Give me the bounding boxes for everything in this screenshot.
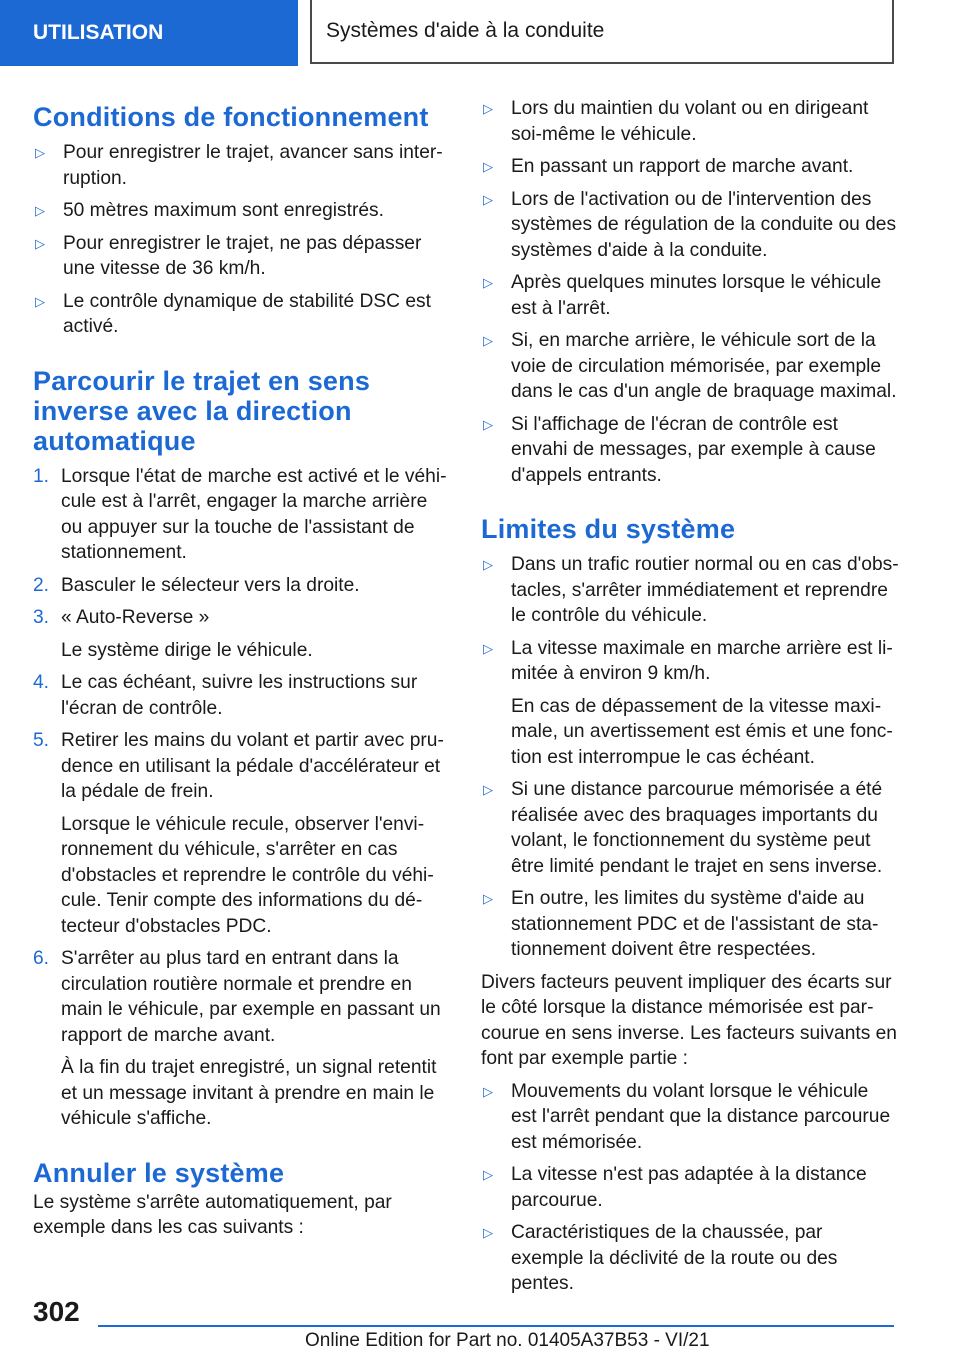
triangle-bullet-icon: ▷ (483, 1225, 493, 1240)
triangle-bullet-icon: ▷ (483, 640, 493, 656)
step-number: 5. (33, 730, 50, 751)
cancel-intro: Le système s'arrête automatiquement, par exemple dans les cas suivants : (33, 1191, 392, 1238)
triangle-bullet-icon: ▷ (35, 145, 45, 160)
list-item: ▷ Après quelques minutes lorsque le véhicule est à l'arrêt. (481, 270, 899, 321)
triangle-bullet-icon: ▷ (483, 275, 493, 290)
list-item: ▷ En passant un rapport de marche avant. (481, 154, 899, 180)
triangle-bullet-icon: ▷ (483, 191, 493, 207)
footer-divider (98, 1325, 894, 1327)
step-number: 1. (33, 465, 50, 487)
page-number: 302 (33, 1296, 80, 1327)
section-tab (0, 0, 298, 66)
triangle-bullet-icon: ▷ (483, 782, 493, 797)
factors-list (481, 1079, 899, 1297)
list-item: 5. Retirer les mains du volant et partir avec prudence en utilisant la pédale d'accélérateur et la pédale de frein. Lorsque le véhicule recule, observer l'environnement du véhicule, s'arrêter en cas d'obstacles et reprendre le contrôle du véhicule. Tenir compte des informations du détecteur d'obstacles PDC. (33, 728, 449, 939)
list-item: ▷ Le contrôle dynamique de stabilité DSC est activé. (33, 289, 449, 340)
limits-list (481, 552, 899, 963)
heading-cancel: Annuler le système (33, 1157, 285, 1188)
list-item: ▷ Mouvements du volant lorsque le véhicule est l'arrêt pendant que la distance parcourue est mémorisée. (481, 1079, 899, 1156)
list-item: ▷ Lors de l'activation ou de l'intervention des systèmes de régulation de la conduite ou des systèmes d'aide à la conduite. (481, 187, 899, 264)
triangle-bullet-icon: ▷ (483, 333, 493, 348)
cancel-conditions-list (481, 96, 899, 488)
step-number: 6. (33, 948, 50, 969)
triangle-bullet-icon: ▷ (483, 1083, 493, 1099)
list-item: ▷ Si l'affichage de l'écran de contrôle est envahi de messages, par exemple à cause d'appels entrants. (481, 412, 899, 489)
list-item: ▷ Caractéristiques de la chaussée, par exemple la déclivité de la route ou des pentes. (481, 1220, 899, 1297)
section-label: UTILISATION (33, 21, 164, 44)
triangle-bullet-icon: ▷ (35, 235, 45, 251)
step-number: 3. (33, 607, 50, 628)
list-item: ▷ 50 mètres maximum sont enregistrés. (33, 198, 449, 224)
list-item: ▷ La vitesse maximale en marche arrière est limitée à environ 9 km/h. En cas de dépassement de la vitesse maximale, un avertissement est émis et une fonction est interrompue le cas échéant. (481, 636, 899, 771)
reverse-steps (33, 464, 449, 1132)
heading-reverse: Parcourir le trajet en sens inverse avec la direction automatique (33, 365, 371, 456)
triangle-bullet-icon: ▷ (35, 203, 45, 218)
step-number: 2. (33, 574, 50, 596)
list-item: ▷ Si une distance parcourue mémorisée a été réalisée avec des braquages importants du volant, le fonctionnement du système peut être limité pendant le trajet en sens inverse. (481, 777, 899, 879)
triangle-bullet-icon: ▷ (483, 416, 493, 432)
list-item: 4. Le cas échéant, suivre les instructions sur l'écran de contrôle. (33, 670, 449, 721)
list-item: ▷ Pour enregistrer le trajet, avancer sans interruption. (33, 140, 449, 191)
triangle-bullet-icon: ▷ (483, 101, 493, 116)
triangle-bullet-icon: ▷ (483, 891, 493, 906)
list-item: 3. « Auto-Reverse » Le système dirige le véhicule. (33, 605, 449, 663)
list-item: ▷ La vitesse n'est pas adaptée à la distance parcourue. (481, 1162, 899, 1213)
list-item: ▷ Pour enregistrer le trajet, ne pas dépasser une vitesse de 36 km/h. (33, 231, 449, 282)
triangle-bullet-icon: ▷ (483, 159, 493, 174)
triangle-bullet-icon: ▷ (35, 293, 45, 309)
left-column (33, 96, 449, 1248)
conditions-list (33, 140, 449, 340)
heading-conditions: Conditions de fonctionnement (33, 102, 429, 132)
list-item: ▷ Lors du maintien du volant ou en dirigeant soi-même le véhicule. (481, 96, 899, 147)
edition-note: Online Edition for Part no. 01405A37B53 - VI/21 (305, 1330, 710, 1351)
list-item: 2. Basculer le sélecteur vers la droite. (33, 573, 449, 599)
list-item: ▷ Si, en marche arrière, le véhicule sort de la voie de circulation mémorisée, par exemple dans le cas d'un angle de braquage maximal. (481, 328, 899, 405)
triangle-bullet-icon: ▷ (483, 557, 493, 572)
limits-paragraph: Divers facteurs peuvent impliquer des écarts sur le côté lorsque la distance mémorisée est parcourue en sens inverse. Les facteurs suivants en font par exemple partie : (481, 971, 897, 1069)
list-item: ▷ En outre, les limites du système d'aide au stationnement PDC et de l'assistant de stationnement doivent être respectées. (481, 886, 899, 963)
step-number: 4. (33, 672, 50, 693)
heading-limits: Limites du système (481, 514, 736, 544)
list-item: 1. Lorsque l'état de marche est activé et le véhicule est à l'arrêt, engager la marche arrière ou appuyer sur la touche de l'assistant de stationnement. (33, 464, 449, 566)
chapter-header (310, 0, 894, 64)
list-item: 6. S'arrêter au plus tard en entrant dans la circulation routière normale et prendre en main le véhicule, par exemple en passant un rapport de marche avant. À la fin du trajet enregistré, un signal retentit et un message invitant à prendre en main le véhicule s'affiche. (33, 946, 449, 1132)
list-item: ▷ Dans un trafic routier normal ou en cas d'obstacles, s'arrêter immédiatement et reprendre le contrôle du véhicule. (481, 552, 899, 629)
triangle-bullet-icon: ▷ (483, 1167, 493, 1182)
chapter-label: Systèmes d'aide à la conduite (326, 19, 605, 42)
right-column (481, 96, 899, 1304)
